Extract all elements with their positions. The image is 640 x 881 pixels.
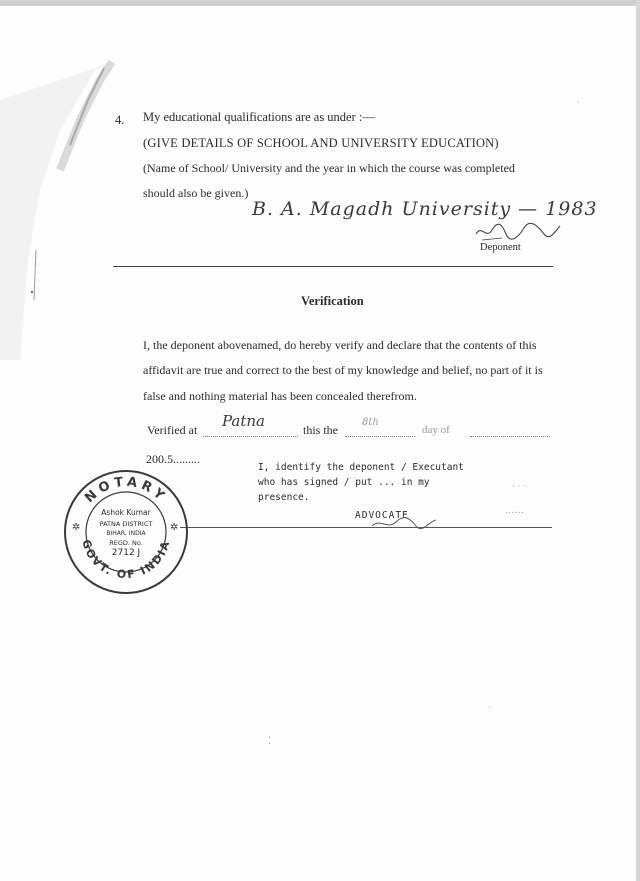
stamp-district: PATNA DISTRICT: [99, 520, 153, 528]
qualifications-heading: (GIVE DETAILS OF SCHOOL AND UNIVERSITY EDUCATION): [143, 136, 499, 150]
scan-speck2: ·: [488, 702, 491, 712]
this-the-label: this the: [303, 423, 338, 437]
svg-text:✲: ✲: [170, 522, 179, 533]
stamp-name: Ashok Kumar: [101, 508, 151, 517]
scan-speck3: ˈ: [577, 100, 581, 111]
handwritten-qualification: B. A. Magadh University — 1983: [252, 198, 598, 220]
verified-place: Patna: [222, 412, 265, 430]
deponent-label: Deponent: [480, 242, 521, 253]
identify-line1: I, identify the deponent / Executant: [258, 462, 464, 473]
qualifications-intro: My educational qualifications are as under :—: [143, 110, 375, 124]
faint-mark-right1: · · ·: [512, 482, 527, 492]
verification-line3: false and nothing material has been concealed therefrom.: [143, 389, 417, 403]
item-number: 4.: [115, 113, 125, 127]
scan-speck1: ⁚: [268, 736, 272, 747]
scan-right-edge: [636, 0, 640, 881]
day-line: [345, 436, 415, 437]
qualifications-note-line2: should also be given.): [143, 186, 249, 200]
stamp-regd: REGD. No.: [109, 539, 143, 547]
day-of-label: day of: [422, 424, 450, 436]
section-divider: [113, 266, 553, 267]
stamp-bottom-text: GOVT. OF INDIA: [79, 538, 173, 582]
verification-line1: I, the deponent abovenamed, do hereby verify and declare that the contents of this: [143, 338, 537, 352]
day-value: 8th: [362, 417, 379, 428]
month-line: [470, 436, 550, 437]
year-value: 200.5.........: [146, 452, 200, 466]
identify-line3: presence.: [258, 492, 310, 503]
stamp-divider: [180, 527, 552, 528]
notary-stamp: [62, 468, 190, 596]
qualifications-note-line1: (Name of School/ University and the year in which the course was completed: [143, 161, 515, 175]
stamp-top-text: NOTARY: [82, 474, 170, 506]
faint-mark-right2: ‥‥‥: [505, 506, 525, 516]
advocate-signature: [370, 512, 440, 532]
verified-at-label: Verified at: [147, 423, 198, 437]
stamp-state: BIHAR, INDIA: [106, 530, 146, 537]
verified-place-line: [203, 436, 298, 437]
identify-line2: who has signed / put ... in my: [258, 477, 430, 488]
scan-top-edge: [0, 0, 640, 6]
verification-title: Verification: [301, 294, 364, 308]
stamp-number: 2712 J: [111, 548, 141, 558]
verification-line2: affidavit are true and correct to the best of my knowledge and belief, no part of it is: [143, 363, 543, 377]
svg-text:✲: ✲: [72, 522, 81, 533]
scan-fold-shadow: [0, 60, 120, 360]
advocate-label: ADVOCATE: [355, 510, 409, 521]
